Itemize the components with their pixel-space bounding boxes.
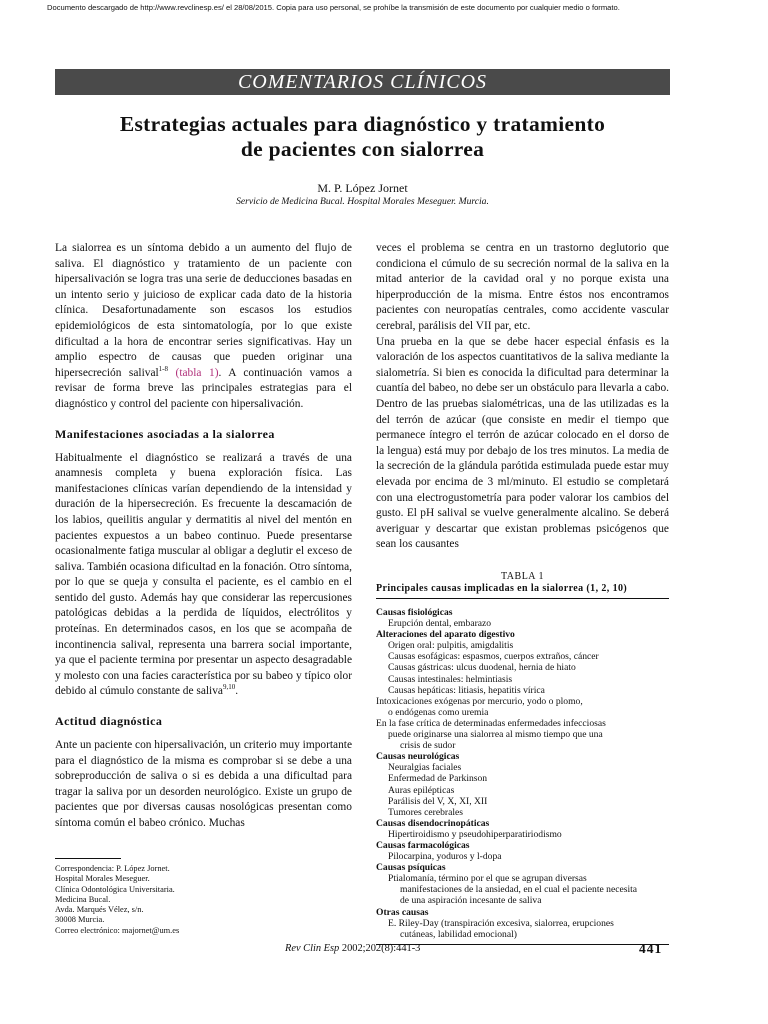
correspondence-line: Avda. Marqués Vélez, s/n. — [55, 905, 144, 915]
table-row: Pilocarpina, yoduros y l-dopa — [388, 851, 502, 863]
title-line-2: de pacientes con sialorrea — [240, 137, 485, 161]
table-row: Causas fisiológicas — [376, 607, 453, 618]
table-row: E. Riley-Day (transpiración excesiva, sialorrea, erupciones — [388, 917, 614, 929]
manifest-text-b: . — [235, 685, 239, 698]
table-link[interactable]: (tabla 1) — [175, 366, 219, 379]
table-row: Origen oral: pulpitis, amigdalitis — [388, 640, 514, 652]
page-number: 441 — [639, 941, 663, 956]
table-row: Auras epilépticas — [388, 784, 455, 796]
table-row: Erupción dental, embarazo — [388, 618, 492, 630]
correspondence-line: Correspondencia: P. López Jornet. — [55, 864, 170, 873]
journal-ref: 2002;202(8):441-3 — [341, 943, 421, 954]
table-row: Enfermedad de Parkinson — [388, 773, 488, 785]
correspondence-line: Hospital Morales Meseguer. — [55, 874, 150, 884]
heading-actitud: Actitud diagnóstica — [55, 714, 163, 729]
journal-name: Rev Clin Esp — [285, 943, 340, 954]
article-title — [55, 112, 670, 162]
correspondence-line: Correo electrónico: majornet@um.es — [55, 925, 180, 935]
table-row: puede originarse una sialorrea al mismo tiempo que una — [388, 729, 603, 741]
table-row: Causas neurológicas — [376, 751, 460, 763]
table-row: cutáneas, labilidad emocional) — [400, 928, 517, 940]
table-body — [376, 607, 669, 940]
table-row: Tumores cerebrales — [388, 806, 464, 818]
table-row: Causas farmacológicas — [376, 839, 470, 851]
left-column — [55, 241, 352, 832]
citation: 1-8 — [158, 364, 169, 373]
table-row: de una aspiración incesante de saliva — [400, 895, 542, 907]
manifest-paragraph — [55, 451, 352, 701]
table-row: Alteraciones del aparato digestivo — [376, 629, 515, 641]
section-banner: COMENTARIOS CLÍNICOS — [55, 69, 670, 95]
right-column — [376, 241, 669, 553]
table-1 — [376, 571, 669, 945]
table-rule — [376, 598, 669, 599]
table-row: Causas hepáticas: litiasis, hepatitis vírica — [388, 684, 545, 696]
citation: 9,10 — [222, 683, 236, 692]
table-row: Causas intestinales: helmintiasis — [388, 673, 513, 685]
correspondence-line: Medicina Bucal. — [55, 894, 111, 904]
table-row: o endógenas como uremia — [388, 706, 489, 718]
intro-text-a: La sialorrea es un síntoma debido a un aumento del flujo de saliva. El diagnóstico y tratamiento de un paciente con hipersalivación se logra tras una serie de deducciones basadas en un intento serio y juicioso de explicar cada dato de la historia clínica. Desafortunadamente son escasos los estudios epidemiológicos de esta sintomatología, por lo que existe dificultad a la hora de encontrar series significativas. Hay un amplio espectro de causas que pueden originar una hipersecreción salival — [55, 242, 352, 379]
table-row: Neuralgias faciales — [388, 762, 462, 774]
table-row: manifestaciones de la ansiedad, en el cual el paciente necesita — [400, 884, 638, 896]
table-row: crisis de sudor — [400, 740, 456, 752]
table-row: Causas psíquicas — [376, 862, 446, 874]
table-row: Causas disendocrinopáticas — [376, 817, 490, 829]
right-paragraph-2: Una prueba en la que se debe hacer especial énfasis es la valoración de los aspectos cuantitativos de la saliva mediante la sialometría. Si bien es conocida la dificultad para determinar la cuantía del babeo, no debe ser un obstáculo para llevarla a cabo. Dentro de las pruebas sialométricas, una de las utilizadas es la del terrón de azúcar (que consiste en medir el tiempo que permanece íntegro el terrón de azúcar colocado en el dorso de la lengua) está muy por debajo de los tres minutos. La media de la secreción de la glándula parótida estimulada puede estar muy elevada por encima de 3 ml/minuto. El estudio se completará con una electrogustometría para poder valorar los cambios del gusto. El pH salival se vuelve generalmente alcalino. Se deberá averiguar y descartar que existan problemas psicógenos que sean los causantes — [376, 335, 669, 551]
actitud-paragraph: Ante un paciente con hipersalivación, un criterio muy importante para el diagnóstico de la misma es comprobar si se debe a una sobreproducción de saliva o si es debida a una dificultad para tragar la saliva por un desorden neurológico. Existe un grupo de pacientes que por diversas causas nosológicas presentan como síntoma común el babeo crónico. Muchas — [55, 739, 353, 829]
right-paragraph-1: veces el problema se centra en un trastorno deglutorio que condiciona el cúmulo de su secreción normal de la saliva en la mitad anterior de la cavidad oral y no porque exista una hiperproducción de la misma. Entre éstos nos encontramos pacientes con neuropatías centrales, como accidente vascular cerebral, parálisis del VII par, etc. — [376, 242, 669, 332]
table-row: Parálisis del V, X, XI, XII — [388, 795, 488, 807]
table-caption: Principales causas implicadas en la sialorrea (1, 2, 10) — [376, 583, 628, 594]
affiliation: Servicio de Medicina Bucal. Hospital Morales Meseguer. Murcia. — [236, 196, 489, 207]
intro-text-b: . A continuación vamos a revisar de forma breve las principales estrategias para el diagnóstico y control del paciente con hipersalivación. — [55, 366, 352, 410]
table-row: Causas esofágicas: espasmos, cuerpos extraños, cáncer — [388, 651, 599, 663]
journal-footer — [285, 943, 420, 954]
download-notice: Documento descargado de http://www.revclinesp.es/ el 28/08/2015. Copia para uso personal, se prohíbe la transmisión de este documento por cualquier medio o formato. — [47, 3, 620, 12]
intro-paragraph — [55, 241, 352, 413]
table-row: Hipertiroidismo y pseudohiperparatiriodismo — [388, 828, 562, 840]
table-row: En la fase crítica de determinadas enfermedades infecciosas — [376, 717, 606, 729]
correspondence — [55, 864, 179, 936]
correspondence-line: Clínica Odontológica Universitaria. — [55, 884, 175, 894]
correspondence-line: 30008 Murcia. — [55, 915, 105, 925]
title-line-1: Estrategias actuales para diagnóstico y tratamiento — [119, 112, 606, 136]
author: M. P. López Jornet — [317, 181, 408, 195]
table-row: Ptialomanía, término por el que se agrupan diversas — [388, 873, 587, 885]
table-label: TABLA 1 — [501, 571, 544, 582]
table-row: Causas gástricas: ulcus duodenal, hernia de hiato — [388, 662, 576, 674]
table-row: Intoxicaciones exógenas por mercurio, yodo o plomo, — [376, 695, 583, 707]
footnote-rule — [55, 858, 121, 859]
manifest-text-a: Habitualmente el diagnóstico se realizará a través de una anamnesis completa y buena exploración física. Las manifestaciones clínicas varían dependiendo de la intensidad y duración de la hipersecreción. Es frecuente la descamación de los labios, queilitis angular y dermatitis al nivel del mentón en pacientes expuestos a un babeo continuo. Puede presentarse ocasionalmente fatiga muscular al obligar a deglutir el exceso de saliva. También ocasiona dificultad en la fonación. Otro síntoma, por lo que se queja y consulta el paciente, es el cambio en el sentido del gusto. Además hay que considerar las repercusiones patológicas debidas a la perdida de líquidos, electrólitos y proteínas. En determinados casos, en los que se acompaña de incontinencia salival, representa una barrera social importante, ya que el paciente termina por presentar un aspecto desagradable y molesto con una facies característica por su babeo y típico olor debido al cúmulo constante de saliva — [55, 451, 352, 698]
table-row: Otras causas — [376, 906, 429, 918]
heading-manifestaciones: Manifestaciones asociadas a la sialorrea — [55, 426, 275, 441]
